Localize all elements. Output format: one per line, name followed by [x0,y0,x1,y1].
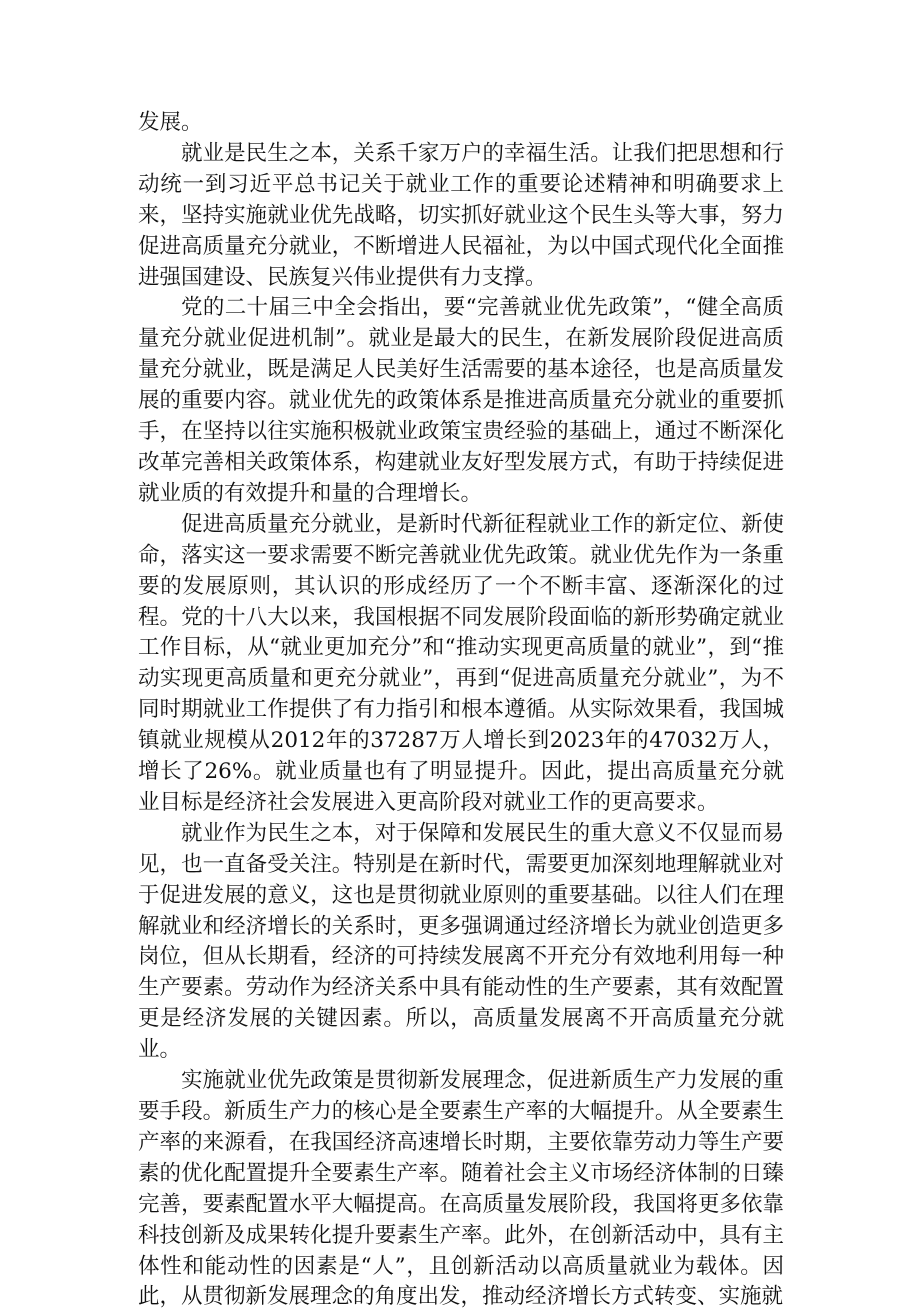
paragraph: 就业作为民生之本，对于保障和发展民生的重大意义不仅显而易见，也一直备受关注。特别是在新时代，需要更加深刻地理解就业对于促进发展的意义，这也是贯彻就业原则的重要基础。以往人们在理解就业和经济增长的关系时，更多强调通过经济增长为就业创造更多岗位，但从长期看，经济的可持续发展离不开充分有效地利用每一种生产要素。劳动作为经济关系中具有能动性的生产要素，其有效配置更是经济发展的关键因素。所以，高质量发展离不开高质量充分就业。 [138,820,784,1063]
paragraph: 促进高质量充分就业，是新时代新征程就业工作的新定位、新使命，落实这一要求需要不断完善就业优先政策。就业优先作为一条重要的发展原则，其认识的形成经历了一个不断丰富、逐渐深化的过程。党的十八大以来，我国根据不同发展阶段面临的新形势确定就业工作目标，从“就业更加充分”和“推动实现更高质量的就业”，到“推动实现更高质量和更充分就业”，再到“促进高质量充分就业”，为不同时期就业工作提供了有力指引和根本遵循。从实际效果看，我国城镇就业规模从2012年的37287万人增长到2023年的47032万人，增长了26%。就业质量也有了明显提升。因此，提出高质量充分就业目标是经济社会发展进入更高阶段对就业工作的更高要求。 [138,511,784,815]
paragraph: 实施就业优先政策是贯彻新发展理念，促进新质生产力发展的重要手段。新质生产力的核心是全要素生产率的大幅提升。从全要素生产率的来源看，在我国经济高速增长时期，主要依靠劳动力等生产要素的优化配置提升全要素生产率。随着社会主义市场经济体制的日臻完善，要素配置水平大幅提高。在高质量发展阶段，我国将更多依靠科技创新及成果转化提升要素生产率。此外，在创新活动中，具有主体性和能动性的因素是“人”，且创新活动以高质量就业为载体。因此，从贯彻新发展理念的角度出发，推动经济增长方式转变、实施就 [138,1068,784,1310]
document-body [138,108,784,1313]
paragraph: 党的二十届三中全会指出，要“完善就业优先政策”，“健全高质量充分就业促进机制”。就业是最大的民生，在新发展阶段促进高质量充分就业，既是满足人民美好生活需要的基本途径，也是高质量发展的重要内容。就业优先的政策体系是推进高质量充分就业的重要抓手，在坚持以往实施积极就业政策宝贵经验的基础上，通过不断深化改革完善相关政策体系，构建就业友好型发展方式，有助于持续促进就业质的有效提升和量的合理增长。 [138,295,784,506]
paragraph: 就业是民生之本，关系千家万户的幸福生活。让我们把思想和行动统一到习近平总书记关于就业工作的重要论述精神和明确要求上来，坚持实施就业优先战略，切实抓好就业这个民生头等大事，努力促进高质量充分就业，不断增进人民福祉，为以中国式现代化全面推进强国建设、民族复兴伟业提供有力支撑。 [138,140,784,290]
paragraph-continuation: 发展。 [138,110,203,135]
